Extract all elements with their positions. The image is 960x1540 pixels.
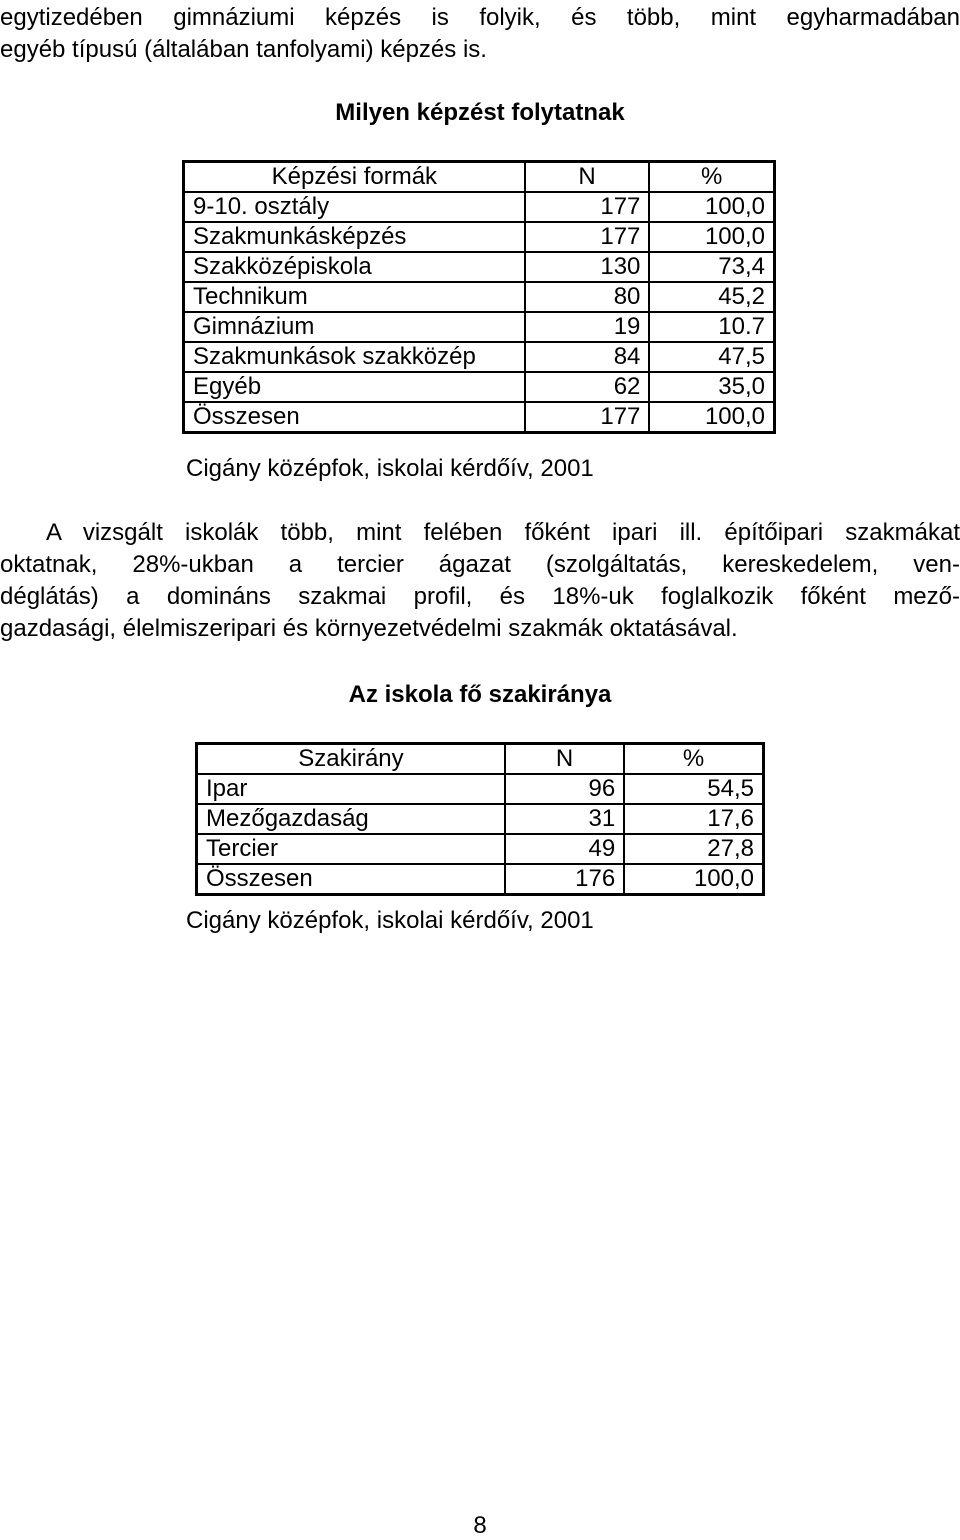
row-label: 9-10. osztály — [184, 192, 525, 222]
row-n: 84 — [525, 342, 650, 372]
row-percent: 35,0 — [649, 372, 774, 402]
column-header-n: N — [505, 744, 624, 775]
table-row — [184, 282, 775, 312]
column-header-percent: % — [624, 744, 763, 775]
row-percent: 100,0 — [649, 402, 774, 433]
row-percent: 100,0 — [649, 192, 774, 222]
row-n: 31 — [505, 804, 624, 834]
row-n: 49 — [505, 834, 624, 864]
row-n: 19 — [525, 312, 650, 342]
row-n: 130 — [525, 252, 650, 282]
row-label: Ipar — [197, 774, 505, 804]
body-line-2: oktatnak, 28%-ukban a tercier ágazat (szolgáltatás, kereskedelem, ven- — [0, 551, 960, 578]
table-row — [197, 774, 764, 804]
row-label: Szakmunkásképzés — [184, 222, 525, 252]
row-label: Szakmunkások szakközép — [184, 342, 525, 372]
row-percent: 100,0 — [624, 864, 763, 895]
column-header-n: N — [525, 162, 650, 193]
row-label: Gimnázium — [184, 312, 525, 342]
body-line-3: déglátás) a domináns szakmai profil, és 18%-uk foglalkozik főként mező- — [0, 583, 960, 610]
row-n: 96 — [505, 774, 624, 804]
table-row — [184, 372, 775, 402]
row-n: 177 — [525, 192, 650, 222]
table-row — [197, 834, 764, 864]
intro-line-1: egytizedében gimnáziumi képzés is folyik, és több, mint egyharmadában — [0, 4, 960, 31]
row-label: Mezőgazdaság — [197, 804, 505, 834]
table-row — [184, 192, 775, 222]
row-label: Technikum — [184, 282, 525, 312]
row-n: 177 — [525, 222, 650, 252]
row-percent: 27,8 — [624, 834, 763, 864]
table-row — [184, 222, 775, 252]
table1-source: Cigány középfok, iskolai kérdőív, 2001 — [186, 455, 594, 482]
table2-title: Az iskola fő szakiránya — [348, 681, 612, 708]
table2-source: Cigány középfok, iskolai kérdőív, 2001 — [186, 907, 594, 934]
row-percent: 73,4 — [649, 252, 774, 282]
row-label: Egyéb — [184, 372, 525, 402]
row-percent: 45,2 — [649, 282, 774, 312]
body-line-1: A vizsgált iskolák több, mint felében főként ipari ill. építőipari szakmákat — [46, 519, 960, 546]
row-n: 62 — [525, 372, 650, 402]
row-label: Tercier — [197, 834, 505, 864]
body-paragraph — [0, 517, 960, 645]
row-n: 176 — [505, 864, 624, 895]
intro-paragraph — [0, 2, 960, 66]
table-row — [184, 312, 775, 342]
page-number: 8 — [473, 1512, 487, 1539]
row-label: Szakközépiskola — [184, 252, 525, 282]
table1-title: Milyen képzést folytatnak — [335, 99, 625, 126]
intro-line-2: egyéb típusú (általában tanfolyami) képzés is. — [0, 36, 487, 63]
table-row-total — [197, 864, 764, 895]
column-header-percent: % — [649, 162, 774, 193]
table-row — [184, 342, 775, 372]
table-row — [184, 252, 775, 282]
row-percent: 100,0 — [649, 222, 774, 252]
row-percent: 54,5 — [624, 774, 763, 804]
column-header-orientation: Szakirány — [197, 744, 505, 775]
training-forms-table — [182, 160, 776, 434]
row-n: 177 — [525, 402, 650, 433]
table-row-total — [184, 402, 775, 433]
row-n: 80 — [525, 282, 650, 312]
row-percent: 10.7 — [649, 312, 774, 342]
school-orientation-table — [195, 742, 765, 896]
table-header-row — [197, 744, 764, 775]
row-percent: 47,5 — [649, 342, 774, 372]
row-percent: 17,6 — [624, 804, 763, 834]
body-line-4: gazdasági, élelmiszeripari és környezetvédelmi szakmák oktatásával. — [0, 615, 738, 642]
column-header-forms: Képzési formák — [184, 162, 525, 193]
table-header-row — [184, 162, 775, 193]
table-row — [197, 804, 764, 834]
row-label: Összesen — [184, 402, 525, 433]
row-label: Összesen — [197, 864, 505, 895]
